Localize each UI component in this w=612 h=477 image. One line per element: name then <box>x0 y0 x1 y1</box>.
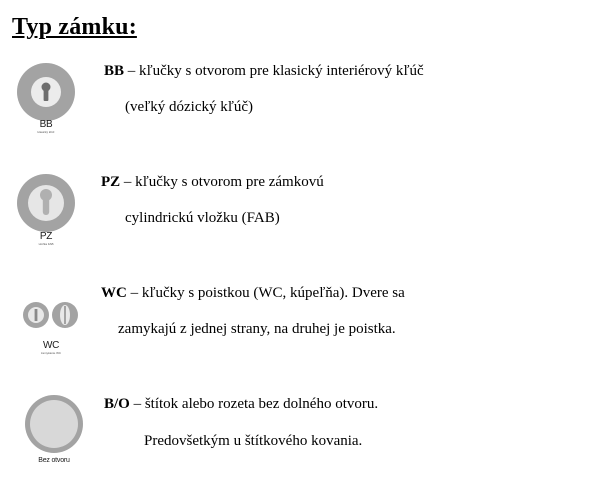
bb-description-line2: (veľký dózický kľúč) <box>125 99 253 115</box>
bo-caption: Bez otvoru <box>38 457 70 464</box>
wc-lock-rosette-icon <box>22 300 80 330</box>
pz-cylinder-rosette-icon <box>16 173 76 233</box>
page-title: Typ zámku: <box>12 14 137 40</box>
pz-description-line1: PZ – kľučky s otvorom pre zámkovú <box>101 174 324 190</box>
wc-description-line2: zamykajú z jednej strany, na druhej je poistka. <box>118 321 396 337</box>
bb-description-line1: BB – kľučky s otvorom pre klasický interiérový kľúč <box>104 63 424 79</box>
pz-code: PZ <box>101 174 121 190</box>
bo-code: B/O <box>104 396 130 412</box>
bo-description-line2: Predovšetkým u štítkového kovania. <box>144 433 363 449</box>
bb-caption: BB klasický kľúč <box>37 119 55 134</box>
bb-key-rosette-icon <box>16 62 76 122</box>
bo-description-line1: B/O – štítok alebo rozeta bez dolného otvoru. <box>104 396 379 412</box>
wc-caption: WC zamykanie WC <box>40 340 62 355</box>
bb-code: BB <box>104 63 125 79</box>
wc-code: WC <box>101 285 127 301</box>
pz-caption: PZ vložka FAB <box>38 231 54 246</box>
pz-description-line2: cylindrickú vložku (FAB) <box>125 210 280 226</box>
wc-description-line1: WC – kľučky s poistkou (WC, kúpeľňa). Dvere sa <box>101 285 405 301</box>
blank-rosette-icon <box>24 394 84 454</box>
